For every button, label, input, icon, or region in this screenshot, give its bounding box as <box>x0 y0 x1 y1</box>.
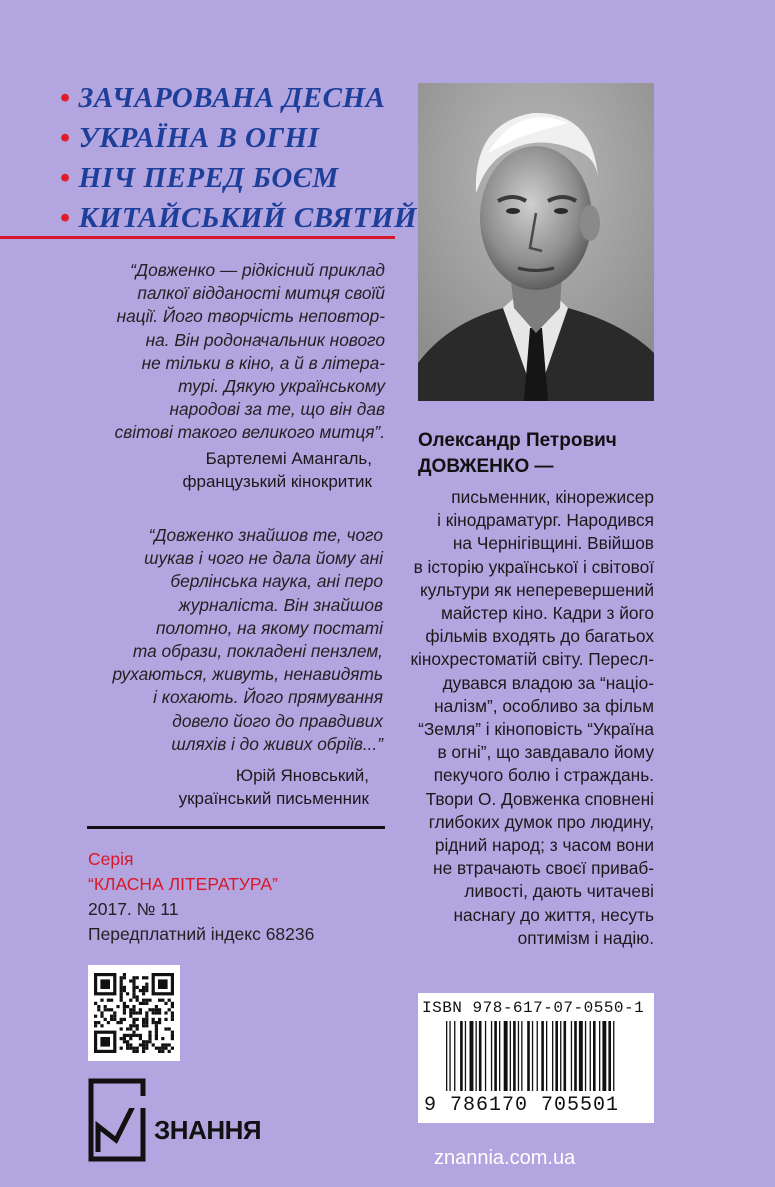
barcode-icon <box>446 1021 642 1097</box>
quote-line: полотно, на якому постаті <box>155 617 383 638</box>
title-text: НІЧ ПЕРЕД БОЄМ <box>78 162 339 194</box>
quote-line: шукав і чого не дала йому ані <box>144 548 383 569</box>
title-text: КИТАЙСЬКИЙ СВЯТИЙ <box>78 202 418 234</box>
bio-line: в історію української і світової <box>413 556 654 577</box>
author-name-last: ДОВЖЕНКО — <box>418 456 554 477</box>
quote-line: і кохають. Його прямування <box>153 687 383 708</box>
bio-line: Твори О. Довженка сповнені <box>425 788 654 809</box>
website-link[interactable]: znannia.com.ua <box>434 1147 576 1169</box>
quote-attribution <box>183 447 373 493</box>
quote-attribution <box>179 764 369 810</box>
isbn-number: ISBN 978-617-07-0550-1 <box>422 999 645 1017</box>
quote-line: та образи, покладені пензлем, <box>132 641 383 662</box>
series-info <box>88 847 314 947</box>
red-divider <box>0 236 395 239</box>
bio-line: не втрачають своєї приваб- <box>433 858 654 879</box>
subscription-index: Передплатний індекс 68236 <box>88 924 315 944</box>
bullet: • <box>60 202 71 234</box>
bullet: • <box>60 122 71 154</box>
quote-line: довело його до правдивих <box>172 710 383 731</box>
bio-line: “Земля” і кіноповість “Україна <box>418 719 654 740</box>
quote-author-role: французький кінокритик <box>182 472 372 491</box>
author-bio <box>392 486 654 950</box>
quote-line: шляхів і до живих обріїв...” <box>171 733 383 754</box>
title-item <box>60 198 417 238</box>
bio-line: рідний народ; з часом вони <box>434 835 654 856</box>
title-item <box>60 158 417 198</box>
bio-line: оптимізм і надію. <box>517 927 654 948</box>
publisher-logo-icon <box>88 1078 150 1162</box>
bio-line: наснагу до життя, несуть <box>453 904 654 925</box>
qr-code[interactable] <box>88 965 180 1061</box>
bio-line: фільмів входять до багатьох <box>425 626 654 647</box>
bio-line: на Чернігівщині. Ввійшов <box>452 533 654 554</box>
quote-line: світові такого великого митця”. <box>114 422 385 443</box>
isbn-barcode <box>418 993 654 1123</box>
bio-line: кінохрестоматій світу. Пересл- <box>410 649 654 670</box>
author-portrait <box>418 83 654 401</box>
publisher-name: ЗНАННЯ <box>154 1115 262 1145</box>
bio-line: і кінодраматург. Народився <box>437 510 654 531</box>
black-divider <box>87 826 385 829</box>
bio-line: дувався владою за “націо- <box>442 672 654 693</box>
publisher-logo <box>88 1078 262 1162</box>
quote-author: Юрій Яновський, <box>235 766 369 785</box>
bio-line: налізм”, особливо за фільм <box>434 695 654 716</box>
quote-line: рухаються, живуть, ненавидять <box>112 664 383 685</box>
quote-line: турі. Дякую українському <box>178 376 385 397</box>
series-label: Серія <box>88 849 134 869</box>
quote-line: берлінська наука, ані перо <box>170 571 383 592</box>
title-text: ЗАЧАРОВАНА ДЕСНА <box>78 82 386 114</box>
quote-author-role: український письменник <box>178 789 369 808</box>
series-name: “КЛАСНА ЛІТЕРАТУРА” <box>88 874 278 894</box>
quote-line: народові за те, що він дав <box>169 399 385 420</box>
title-item <box>60 78 417 118</box>
title-list <box>60 78 417 238</box>
bio-line: глибоких думок про людину, <box>428 811 654 832</box>
title-item <box>60 118 417 158</box>
qr-code-icon <box>88 965 180 1061</box>
quote-line: не тільки в кіно, а й в літера- <box>141 352 385 373</box>
bullet: • <box>60 82 71 114</box>
quote-line: “Довженко знайшов те, чого <box>148 525 383 545</box>
quote-author: Бартелемі Амангаль, <box>205 449 372 468</box>
author-name <box>418 428 617 480</box>
quote-line: “Довженко — рідкісний приклад <box>130 260 385 280</box>
quote-line: нації. Його творчість неповтор- <box>116 306 385 327</box>
series-issue: 2017. № 11 <box>88 899 179 919</box>
bio-line: майстер кіно. Кадри з його <box>440 603 654 624</box>
bio-line: письменник, кінорежисер <box>451 487 654 507</box>
quote-line: на. Він родоначальник нового <box>145 329 385 350</box>
title-text: УКРАЇНА В ОГНІ <box>78 122 320 154</box>
bio-line: в огні”, що завдавало йому <box>437 742 654 763</box>
quote-amangal <box>60 259 385 445</box>
bio-line: культури як неперевершений <box>420 579 654 600</box>
quote-line: палкої відданості митця своїй <box>137 283 385 304</box>
quote-yanovsky <box>60 524 383 756</box>
portrait-image <box>418 83 654 401</box>
quote-line: журналіста. Він знайшов <box>178 594 383 615</box>
barcode-digits: 9 786170 705501 <box>424 1094 620 1117</box>
bio-line: пекучого болю і страждань. <box>433 765 654 786</box>
author-name-first: Олександр Петрович <box>418 430 617 451</box>
bio-line: ливості, дають читачеві <box>464 881 654 902</box>
bullet: • <box>60 162 71 194</box>
